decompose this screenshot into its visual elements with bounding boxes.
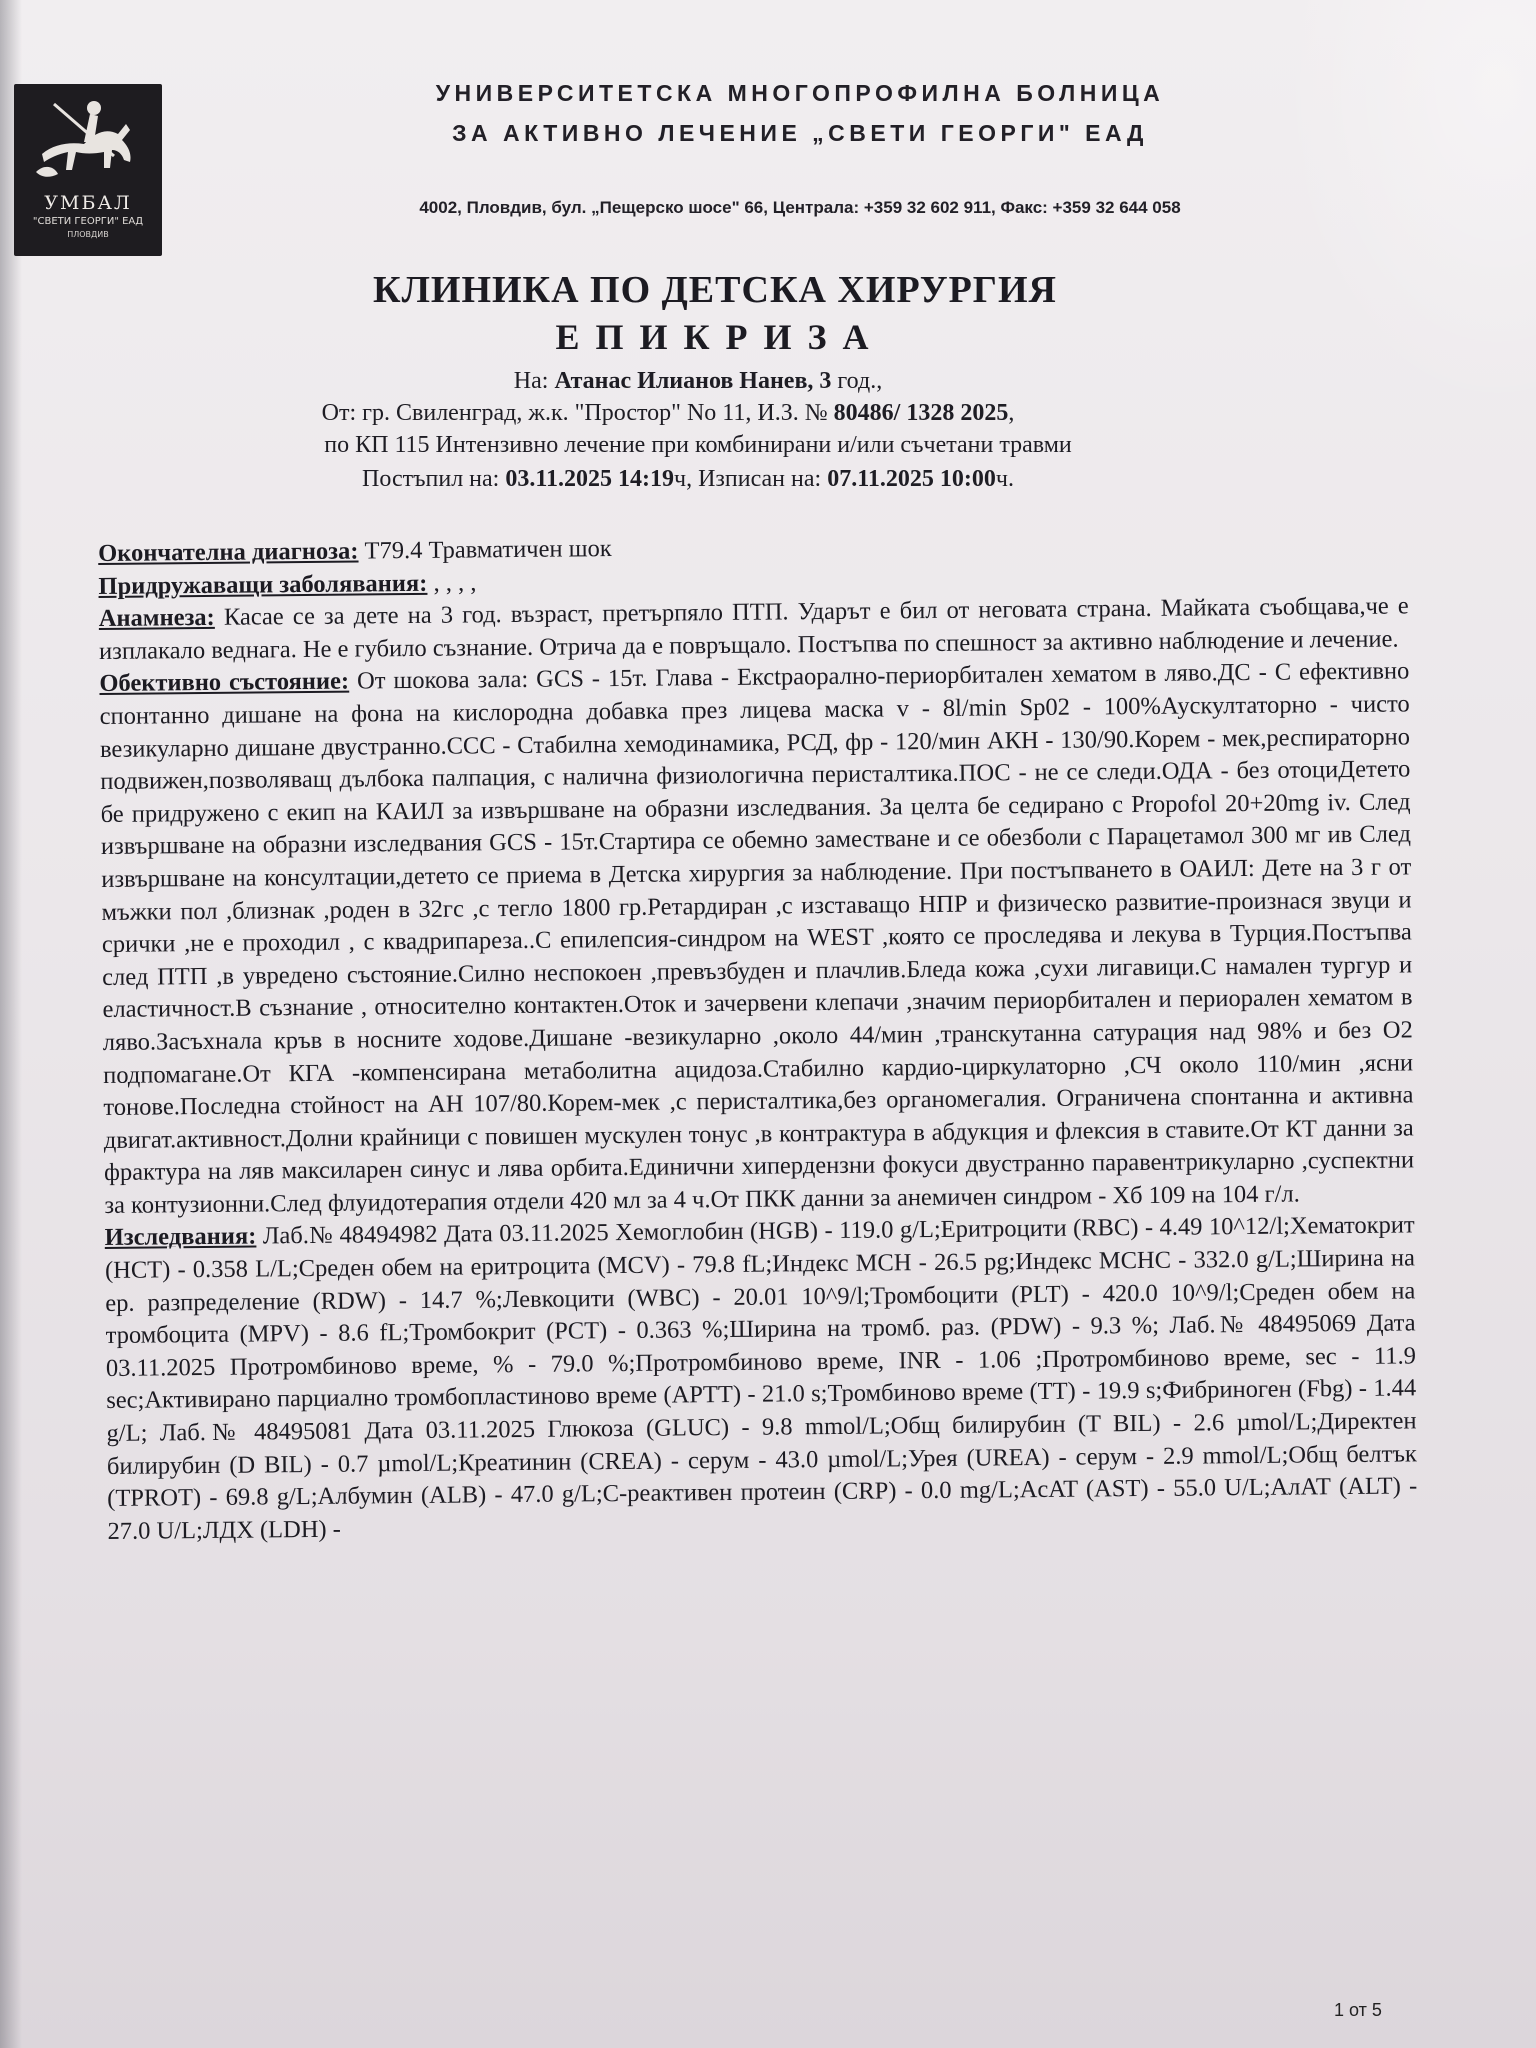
logo-abbrev: УМБАЛ	[44, 192, 132, 214]
discharged-date: 07.11.2025 10:00	[827, 466, 996, 492]
admitted-label: Постъпил на:	[362, 466, 500, 492]
hospital-name-line1: УНИВЕРСИТЕТСКА МНОГОПРОФИЛНА БОЛНИЦА	[435, 80, 1165, 106]
record-suffix: ,	[1008, 400, 1015, 426]
tests-label: Изследвания:	[104, 1222, 257, 1252]
st-george-horseman-icon	[14, 84, 162, 194]
comorbid-label: Придружаващи заболявания:	[98, 569, 428, 600]
hospital-name-line2: ЗА АКТИВНО ЛЕЧЕНИЕ „СВЕТИ ГЕОРГИ" ЕАД	[452, 120, 1148, 146]
hospital-address: 4002, Пловдив, бул. „Пещерско шосе" 66, Централа: +359 32 602 911, Факс: +359 32 644 058	[419, 198, 1181, 217]
age-suffix: год.,	[837, 368, 883, 394]
admission-line	[0, 466, 1456, 493]
from-prefix: От: гр. Свиленград, ж.к. "Простор" No 11, И.З. №	[321, 400, 828, 426]
diagnosis-text: T79.4 Травматичен шок	[358, 535, 612, 565]
status-text: От шокова зала: GCS - 15т. Глава - Ексtраорално-периорбитален хематом в ляво.ДС - С ефективно спонтанно дишане на фона на кислородна добавка през лицева маска v - 8l/min Sp02 - 100%Аускултаторно - чисто везикуларно дишане двустранно.ССС - Стабилна хемодинамика, РСД, фр - 120/мин АКН - 130/90.Корем - мек,респираторно подвижен,позволяващ дълбока палпация, с налична физиологична перисталтика.ПОС - не се следи.ОДА - без отоциДетето бе придружено с екип на КАИЛ за извършване на образни изследвания. За целта бе седирано с Propofol 20+20mg iv. След извършване на образни изследвания GCS - 15т.Стартира се обемно заместване и се обезболи с Парацетамол 300 мг ив След извършване на консултации,детето се приема в Детска хирургия за наблюдение. При постъпването в ОАИЛ: Дете на 3 г от мъжки пол ,близнак ,роден в 32гс ,с тегло 1800 гр.Ретардиран ,с изставащо НПР и физическо развитие-произнася звуци и срички ,не е проходил , с квадрипареза..С епилепсия-синдром на WEST ,която се проследява и лекува в Турция.Постъпва след ПТП ,в увредено състояние.Силно неспокоен ,превъзбуден и плачлив.Бледа кожа ,сухи лигавици.С намален тургур и еластичност.В съзнание , относително контактен.Оток и зачервени клепачи ,значим периорбитален и периорален хематом в ляво.Засъхнала кръв в носните ходове.Дишане -везикуларно ,около 44/мин ,транскутанна сатурация над 98% и без О2 подпомагане.От КГА -компенсирана метаболитна ацидоза.Стабилно кардио-циркулаторно ,СЧ около 110/мин ,ясни тонове.Последна стойност на АН 107/80.Корем-мек ,с перисталтика,без органомегалия. Ограничена спонтанна и активна двигат.активност.Долни крайници с повишен мускулен тонус ,в контрактура в абдукция и флексия в ставите.От КТ данни за фрактура на ляв максиларен синус и лява орбита.Единични хипердензни фокуси двустранно паравентрикуларно ,суспектни за контузионни.След флуидотерапия отдели 420 мл за 4 ч.От ПКК данни за анемичен синдром - Хб 109 на 104 г/л.	[99, 657, 1415, 1219]
status-section	[99, 656, 1414, 1223]
admitted-date: 03.11.2025 14:19	[505, 466, 675, 492]
tests-text: Лаб.№ 48494982 Дата 03.11.2025 Хемоглобин (HGB) - 119.0 g/L;Еритроцити (RBC) - 4.49 10^12/l;Хематокрит (HCT) - 0.358 L/L;Среден обем на еритроцита (MCV) - 79.8 fL;Индекс MCH - 26.5 pg;Индекс MCHC - 332.0 g/L;Ширина на ер. разпределение (RDW) - 14.7 %;Левкоцити (WBC) - 20.01 10^9/l;Тромбоцити (PLT) - 420.0 10^9/l;Среден обем на тромбоцита (MPV) - 8.6 fL;Тромбокрит (PCT) - 0.363 %;Ширина на тромб. раз. (PDW) - 9.3 %; Лаб.№ 48495069 Дата 03.11.2025 Протромбиново време, % - 79.0 %;Протромбиново време, INR - 1.06 ;Протромбиново време, sec - 11.9 sec;Активирано парциално тромбопластиново време (APTT) - 21.0 s;Тромбиново време (TT) - 19.9 s;Фибриноген (Fbg) - 1.44 g/L; Лаб.№ 48495081 Дата 03.11.2025 Глюкоза (GLUC) - 9.8 mmol/L;Общ билирубин (T BIL) - 2.6 µmol/L;Директен билирубин (D BIL) - 0.7 µmol/L;Креатинин (CREA) - серум - 43.0 µmol/L;Урея (UREA) - серум - 2.9 mmol/L;Общ белтък (TPROT) - 69.8 g/L;Албумин (ALB) - 47.0 g/L;C-реактивен протеин (CRP) - 0.0 mg/L;AcAT (AST) - 55.0 U/L;АлАТ (ALT) - 27.0 U/L;ЛДХ (LDH) -	[104, 1211, 1418, 1545]
diagnosis-label: Окончателна диагноза:	[98, 537, 359, 567]
document-body	[98, 525, 1418, 1548]
page-number: 1 от 5	[1334, 2000, 1382, 2020]
record-number: 80486/ 1328 2025	[833, 400, 1009, 426]
patient-name: Атанас Илианов Нанев, 3	[554, 368, 832, 394]
status-label: Обективно състояние:	[99, 667, 350, 698]
hospital-logo	[14, 84, 162, 256]
document-type: ЕПИКРИЗА	[555, 317, 885, 357]
comorbid-text: , , , ,	[427, 568, 477, 597]
patient-name-line	[0, 368, 1466, 395]
clinical-path: по КП 115 Интензивно лечение при комбинирани и/или съчетани травми	[324, 432, 1072, 458]
discharged-suffix: ч.	[995, 466, 1014, 492]
anamnesis-label: Анамнеза:	[98, 604, 215, 633]
patient-address-line	[0, 400, 1436, 427]
logo-city: ПЛОВДИВ	[67, 230, 109, 239]
to-prefix: На:	[513, 368, 549, 394]
clinic-title: КЛИНИКА ПО ДЕТСКА ХИРУРГИЯ	[373, 269, 1057, 311]
tests-section	[105, 1210, 1418, 1548]
logo-name: "СВЕТИ ГЕОРГИ" ЕАД	[32, 216, 144, 227]
anamnesis-text: Касае се за дете на 3 год. възраст, претърпяло ПТП. Ударът е бил от неговата страна. Майката съобщава,че е изплакало веднага. Не е губило съзнание. Отрича да е повръщало. Постъпва по спешност за активно наблюдение и лечение.	[98, 592, 1409, 665]
admitted-suffix: ч, Изписан на:	[674, 466, 822, 492]
